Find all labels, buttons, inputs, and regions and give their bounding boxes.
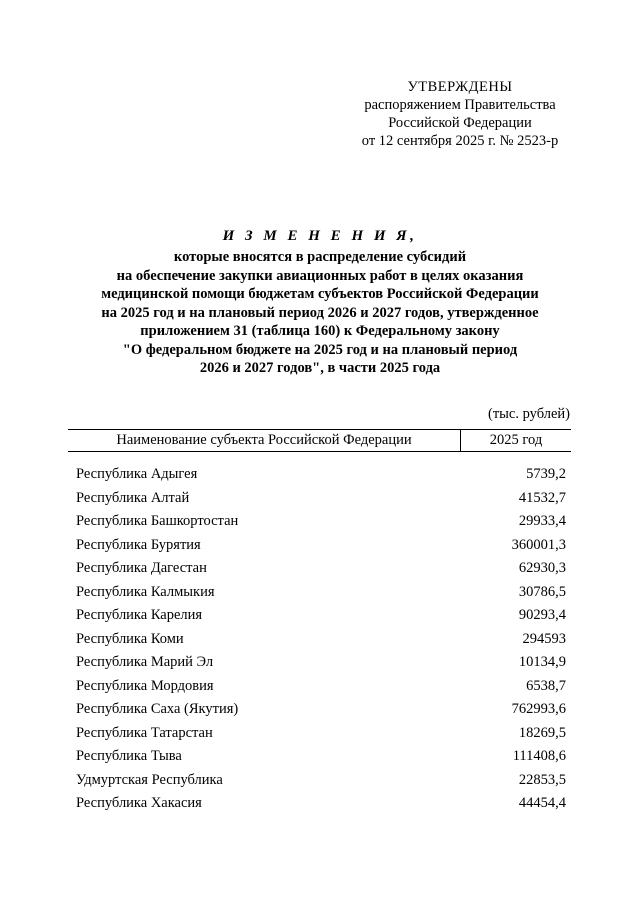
table-row [76,745,566,769]
amount-value: 90293,4 [518,607,566,623]
document-heading [60,226,580,378]
approval-line: распоряжением Правительства [364,97,556,113]
heading-line: на обеспечение закупки авиационных работ в целях оказания [116,267,524,284]
region-name: Республика Башкортостан [76,513,239,529]
table-row [76,698,566,722]
table-row [76,628,566,652]
table-row [76,792,566,816]
table-row [76,510,566,534]
column-header-region: Наименование субъекта Российской Федерации [116,432,412,448]
region-name: Республика Саха (Якутия) [76,701,239,717]
amount-value: 294593 [522,630,566,647]
unit-label: (тыс. рублей) [488,406,570,422]
region-name: Республика Татарстан [76,724,213,741]
table-row [76,604,566,628]
region-name: Республика Карелия [76,607,203,623]
region-name: Республика Хакасия [76,795,202,811]
table-row [76,581,566,605]
region-name: Республика Дагестан [76,560,207,576]
approval-block [340,78,580,150]
region-name: Республика Бурятия [76,536,201,553]
amount-value: 62930,3 [518,560,566,576]
table-body [76,463,566,816]
region-name: Удмуртская Республика [76,771,223,788]
heading-line: "О федеральном бюджете на 2025 год и на плановый период [122,341,518,358]
amount-value: 29933,4 [518,513,566,529]
amount-value: 10134,9 [518,654,566,670]
table-row [76,722,566,746]
amount-value: 111408,6 [512,748,566,764]
amount-value: 22853,5 [518,771,566,788]
region-name: Республика Калмыкия [76,583,215,600]
heading-line: 2026 и 2027 годов", в части 2025 года [199,360,441,376]
approval-title: УТВЕРЖДЕНЫ [407,79,513,95]
region-name: Республика Марий Эл [76,654,214,670]
heading-title: И З М Е Н Е Н И Я, [222,228,418,244]
region-name: Республика Алтай [76,489,190,506]
region-name: Республика Тыва [76,748,182,764]
region-name: Республика Мордовия [76,677,214,694]
heading-line: медицинской помощи бюджетам субъектов Российской Федерации [101,286,539,302]
table-row [76,769,566,793]
approval-date-line: от 12 сентября 2025 г. № 2523-р [361,133,559,149]
heading-line: на 2025 год и на плановый период 2026 и 2027 годов, утвержденное [101,304,539,321]
heading-line: которые вносятся в распределение субсидий [173,249,467,265]
table-header [68,429,571,452]
amount-value: 360001,3 [511,536,566,553]
amount-value: 5739,2 [526,466,566,482]
table-row [76,463,566,487]
amount-value: 41532,7 [518,489,566,506]
amount-value: 18269,5 [518,724,566,741]
table-row [76,534,566,558]
region-name: Республика Коми [76,630,184,647]
amount-value: 30786,5 [518,583,566,600]
region-name: Республика Адыгея [76,466,198,482]
amount-value: 6538,7 [526,677,566,694]
amount-value: 762993,6 [511,701,566,717]
approval-line: Российской Федерации [388,115,532,131]
column-header-year: 2025 год [489,432,543,448]
table-row [76,675,566,699]
table-row [76,651,566,675]
table-row [76,557,566,581]
table-row [76,487,566,511]
heading-line: приложением 31 (таблица 160) к Федеральному закону [140,323,500,339]
amount-value: 44454,4 [518,795,566,811]
